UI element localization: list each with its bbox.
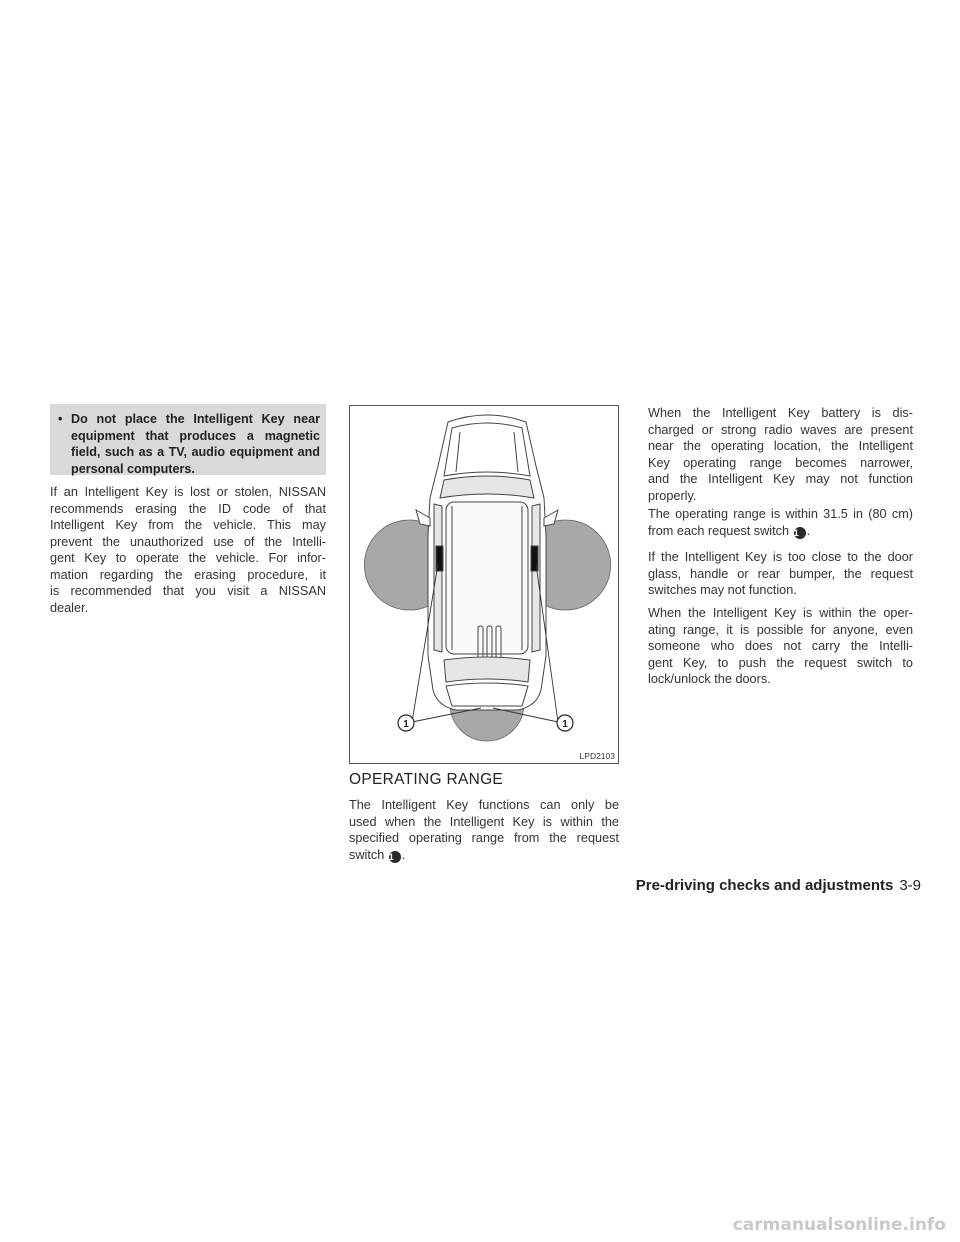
page-number: 3-9 — [899, 877, 921, 894]
callout-marker: 1 — [794, 527, 806, 539]
text-line: gent Key to operate the vehicle. For infor- — [50, 551, 326, 565]
text-fragment: from each request switch — [648, 523, 790, 538]
text-line: switches may not function. — [648, 583, 797, 597]
text-line: dealer. — [50, 600, 89, 615]
text-line: mation regarding the erasing procedure, it — [50, 567, 326, 582]
car-top-view-diagram — [350, 406, 618, 763]
operating-range-figure — [349, 405, 619, 764]
warning-text: Do not place the Intelligent Key near equipment that produces a magnetic field, such as a TV, audio equipment and personal computers. — [71, 412, 320, 476]
watermark: carmanualsonline.info — [732, 1215, 946, 1235]
section-paragraph — [349, 797, 619, 863]
text-line: If an Intelligent Key is lost or stolen, NISSAN — [50, 485, 326, 499]
section-heading: OPERATING RANGE — [349, 771, 504, 788]
text-line: near the operating location, the Intelligent — [648, 439, 913, 453]
text-line: Intelligent Key from the vehicle. This may — [50, 518, 326, 532]
right-range-zone — [540, 520, 611, 610]
text-line: recommends erasing the ID code of that — [50, 501, 326, 516]
figure-code: LPD2103 — [579, 751, 615, 761]
text-line: someone who does not carry the Intelli- — [648, 639, 913, 653]
callout-right — [557, 715, 573, 731]
right-paragraph-2 — [648, 506, 913, 539]
text-line: gent Key, to push the request switch to — [648, 655, 913, 670]
text-line: When the Intelligent Key battery is dis- — [648, 406, 913, 420]
callout-left-label: 1 — [403, 719, 409, 730]
left-range-zone — [364, 520, 435, 610]
text-line — [349, 847, 619, 864]
text-line: ating range, it is possible for anyone, even — [648, 622, 913, 637]
text-line: used when the Intelligent Key is within the — [349, 814, 619, 829]
text-line: glass, handle or rear bumper, the request — [648, 566, 913, 581]
warning-bullet: • — [58, 412, 63, 426]
warning-box — [50, 404, 326, 475]
text-line: charged or strong radio waves are present — [648, 422, 913, 437]
callout-right-label: 1 — [562, 719, 568, 730]
right-paragraph-3 — [648, 549, 913, 599]
text-line: prevent the unauthorized use of the Intelli- — [50, 534, 326, 549]
text-line: and the Intelligent Key may not function — [648, 472, 913, 486]
text-line: The operating range is within 31.5 in (80 cm) — [648, 507, 913, 521]
page-footer — [0, 877, 921, 894]
text-line: lock/unlock the doors. — [648, 672, 771, 686]
callout-left — [398, 715, 414, 731]
left-paragraph — [50, 484, 326, 616]
text-line: is recommended that you visit a NISSAN — [50, 584, 326, 598]
text-line: properly. — [648, 488, 697, 503]
chapter-title: Pre-driving checks and adjustments — [635, 877, 894, 894]
right-paragraph-1 — [648, 405, 913, 504]
text-fragment: . — [806, 523, 811, 538]
car-body — [416, 415, 558, 710]
text-line: When the Intelligent Key is within the oper- — [648, 606, 913, 620]
text-line: If the Intelligent Key is too close to the door — [648, 550, 913, 564]
text-line: Key operating range becomes narrower, — [648, 455, 913, 470]
text-line: The Intelligent Key functions can only be — [349, 798, 619, 812]
text-line — [648, 523, 913, 540]
text-line: specified operating range from the request — [349, 831, 619, 845]
text-fragment: . — [401, 847, 406, 862]
right-paragraph-4 — [648, 605, 913, 688]
text-fragment: switch — [349, 847, 385, 862]
callout-marker: 1 — [389, 851, 401, 863]
